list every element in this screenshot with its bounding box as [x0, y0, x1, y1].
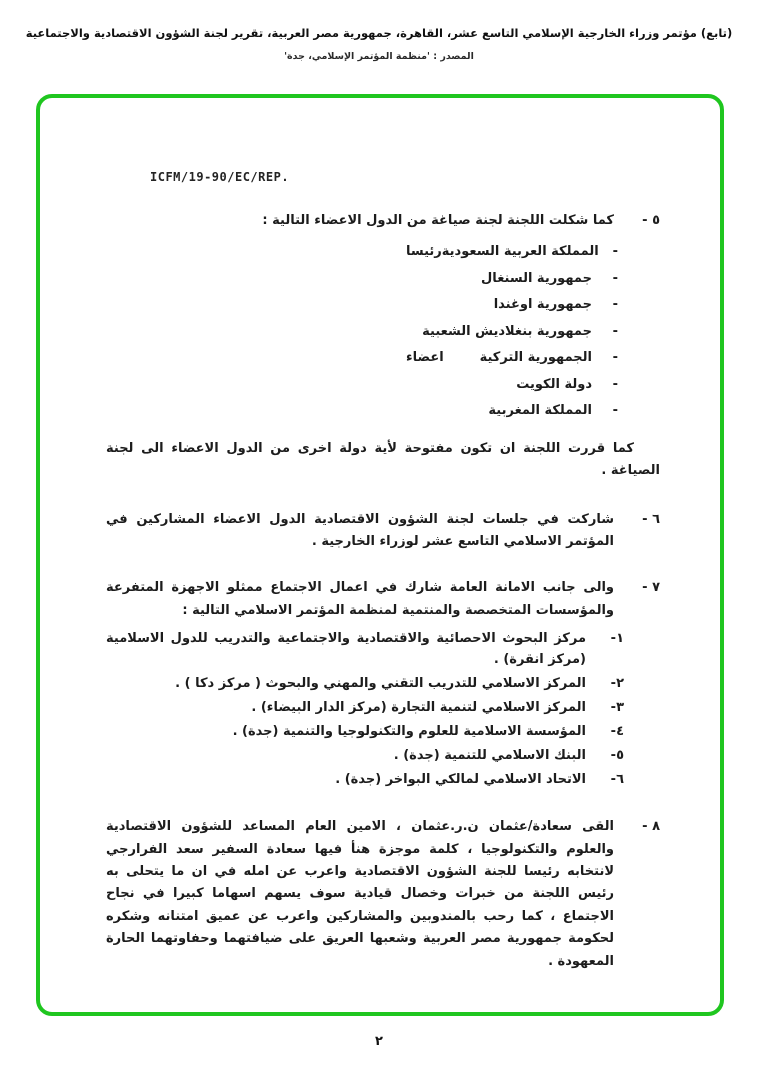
entry-text: مركز البحوث الاحصائية والاقتصادية والاجتماعية والتدريب للدول الاسلامية (مركز انقرة) .	[106, 631, 586, 668]
organisation-entry	[106, 769, 624, 790]
committee-row	[106, 238, 618, 265]
item-7-number: ٧ -	[642, 580, 660, 596]
entry-number: ٦-	[610, 772, 624, 788]
committee-row	[106, 397, 618, 424]
organisation-entry	[106, 628, 624, 670]
list-dash: -	[612, 403, 618, 419]
entry-number: ٤-	[610, 724, 624, 740]
item-7-intro: والى جانب الامانة العامة شارك في اعمال الاجتماع ممثلو الاجهزة المتفرعة والمؤسسات المتخصصة والمنتمية لمنظمة المؤتمر الاسلامي التالية :	[106, 580, 614, 618]
entry-number: ٢-	[610, 676, 624, 692]
entry-text: البنك الاسلامي للتنمية (جدة) .	[393, 748, 586, 764]
item-5-number: ٥ -	[642, 213, 660, 228]
item-5-intro: كما شكلت اللجنة لجنة صياغة من الدول الاعضاء التالية :	[262, 213, 614, 228]
entry-text: المؤسسة الاسلامية للعلوم والتكنولوجيا والتنمية (جدة) .	[232, 724, 586, 740]
list-dash: -	[612, 270, 618, 286]
country-role: رئيسا	[406, 244, 442, 260]
drafting-committee-list	[106, 238, 618, 424]
header-title: (تابع) مؤتمر وزراء الخارجية الإسلامي التاسع عشر، القاهرة، جمهورية مصر العربية، تقرير لجنة الشؤون الاقتصادية والاجتماعية	[25, 26, 733, 40]
entry-text: الاتحاد الاسلامي لمالكي البواخر (جدة) .	[335, 772, 586, 788]
committee-row	[106, 291, 618, 318]
scanned-page-content	[40, 170, 720, 973]
organisation-entry	[106, 721, 624, 742]
country-name: جمهورية بنغلاديش الشعبية	[422, 323, 592, 339]
organisation-entry	[106, 697, 624, 718]
country-name: جمهورية اوغندا	[493, 297, 592, 313]
list-dash: -	[612, 297, 618, 313]
item-5	[106, 210, 660, 232]
country-name: المملكة العربية السعودية	[441, 244, 599, 260]
item-6-text: شاركت في جلسات لجنة الشؤون الاقتصادية الدول الاعضاء المشاركين في المؤتمر الاسلامي التاسع عشر لوزراء الخارجية .	[106, 511, 614, 549]
organisations-list	[106, 628, 624, 790]
document-reference: ICFM/19-90/EC/REP.	[150, 170, 290, 184]
committee-row	[106, 318, 618, 345]
committee-row	[106, 371, 618, 398]
country-role: اعضاء	[406, 350, 444, 366]
country-name: المملكة المغربية	[488, 403, 592, 419]
committee-row	[106, 265, 618, 292]
entry-number: ٥-	[610, 748, 624, 764]
item-8-text: القى سعادة/عثمان ن.ر.عثمان ، الامين العام المساعد للشؤون الاقتصادية والعلوم والتكنولوجيا ، كلمة موجزة هنأ فيها سعادة السفير سعد الفرارجي لانتخابه رئيسا للجنة الشؤون الاقتصادية واعرب عن امله في ان ما يتحلى به رئيس اللجنة من خبرات وخصال قيادية سوف يسهم اسهاما كبيرا في نجاح الاجتماع ، كما رحب بالمندوبين والمشاركين واعرب عن عميق امتنانه وشكره لحكومة جمهورية مصر العربية وشعبها العريق على ضيافتهما وحفاوتهما الحارة المعهودة .	[106, 819, 614, 969]
country-name: جمهورية السنغال	[481, 270, 592, 286]
item-7	[106, 577, 660, 622]
item-8	[106, 816, 660, 973]
entry-text: المركز الاسلامي لتنمية التجارة (مركز الدار البيضاء) .	[251, 700, 586, 716]
committee-row	[106, 344, 618, 371]
list-dash: -	[612, 244, 618, 260]
page-number: ٢	[375, 1034, 383, 1049]
item-5-closing: كما قررت اللجنة ان تكون مفتوحة لأية دولة اخرى من الدول الاعضاء الى لجنة الصياغة .	[106, 440, 660, 479]
scan-frame	[36, 94, 724, 1016]
list-dash: -	[612, 350, 618, 366]
item-6	[106, 509, 660, 554]
country-name: دولة الكويت	[516, 376, 592, 392]
organisation-entry	[106, 745, 624, 766]
entry-number: ٣-	[610, 700, 624, 716]
header-source: المصدر : 'منظمة المؤتمر الإسلامي، جدة'	[284, 51, 474, 62]
item-6-number: ٦ -	[642, 511, 660, 527]
entry-text: المركز الاسلامي للتدريب التقني والمهني والبحوث ( مركز دكا ) .	[175, 676, 586, 692]
item-8-number: ٨ -	[642, 819, 660, 835]
list-dash: -	[612, 323, 618, 339]
organisation-entry	[106, 673, 624, 694]
country-name: الجمهورية التركية	[479, 350, 592, 366]
document-header	[0, 0, 758, 62]
entry-number: ١-	[610, 631, 624, 647]
list-dash: -	[612, 376, 618, 392]
